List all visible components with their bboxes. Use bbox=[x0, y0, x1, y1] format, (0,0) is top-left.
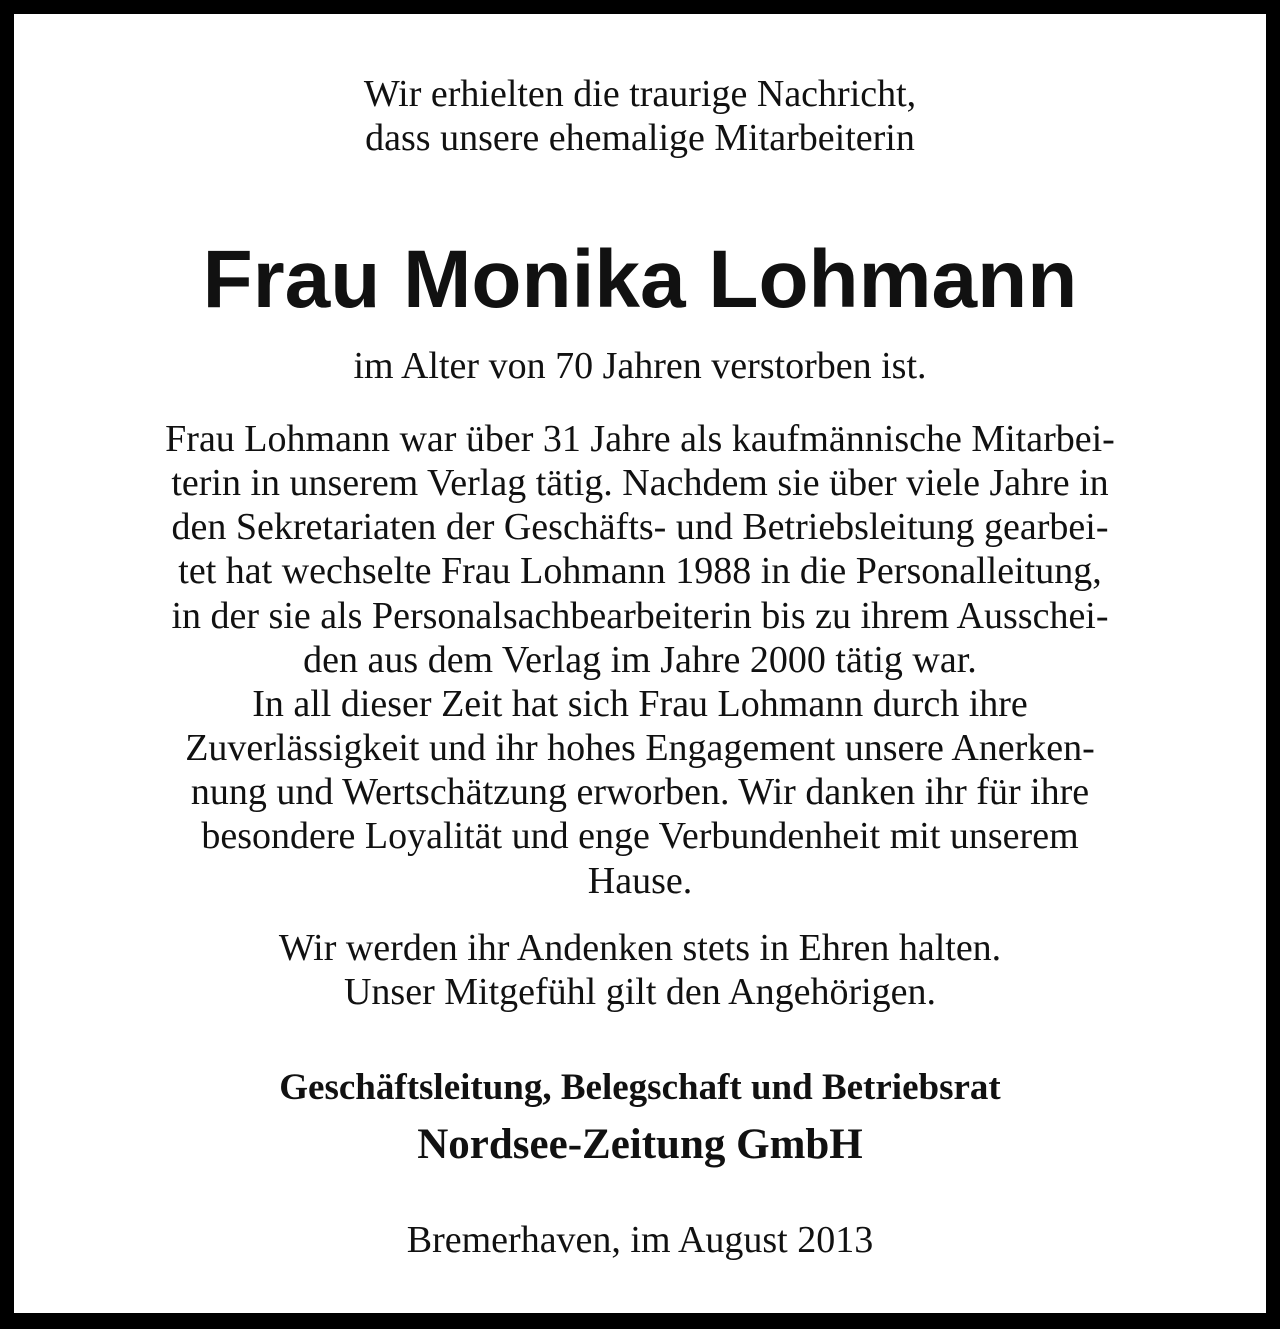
body-line: den aus dem Verlag im Jahre 2000 tätig war. bbox=[303, 639, 977, 681]
place-date: Bremerhaven, im August 2013 bbox=[406, 1219, 874, 1261]
closing-line-2: Unser Mitgefühl gilt den Angehörigen. bbox=[343, 971, 937, 1013]
closing-line-1: Wir werden ihr Andenken stets in Ehren halten. bbox=[278, 927, 1002, 969]
body-line: in der sie als Personalsachbearbeiterin bis zu ihrem Ausschei- bbox=[171, 595, 1109, 637]
intro-line-1: Wir erhielten die traurige Nachricht, bbox=[363, 73, 917, 115]
company-name: Nordsee-Zeitung GmbH bbox=[417, 1121, 863, 1168]
signature-line: Geschäftsleitung, Belegschaft und Betriebsrat bbox=[279, 1067, 1001, 1108]
body-line: In all dieser Zeit hat sich Frau Lohmann durch ihre bbox=[252, 683, 1028, 725]
deceased-name: Frau Monika Lohmann bbox=[202, 234, 1078, 325]
body-line: Hause. bbox=[587, 860, 693, 902]
obituary-content bbox=[14, 14, 1266, 1313]
body-line: Frau Lohmann war über 31 Jahre als kaufmännische Mitarbei- bbox=[165, 418, 1115, 460]
age-line: im Alter von 70 Jahren verstorben ist. bbox=[353, 345, 927, 387]
body-line: den Sekretariaten der Geschäfts- und Betriebsleitung gearbei- bbox=[171, 506, 1109, 548]
body-line: Zuverlässigkeit und ihr hohes Engagement unsere Anerken- bbox=[185, 727, 1095, 769]
body-line: terin in unserem Verlag tätig. Nachdem sie über viele Jahre in bbox=[171, 462, 1109, 504]
body-line: nung und Wertschätzung erworben. Wir danken ihr für ihre bbox=[190, 771, 1090, 813]
body-line: tet hat wechselte Frau Lohmann 1988 in die Personalleitung, bbox=[178, 550, 1102, 592]
body-line: besondere Loyalität und enge Verbundenheit mit unserem bbox=[201, 815, 1079, 857]
intro-line-2: dass unsere ehemalige Mitarbeiterin bbox=[365, 117, 915, 159]
